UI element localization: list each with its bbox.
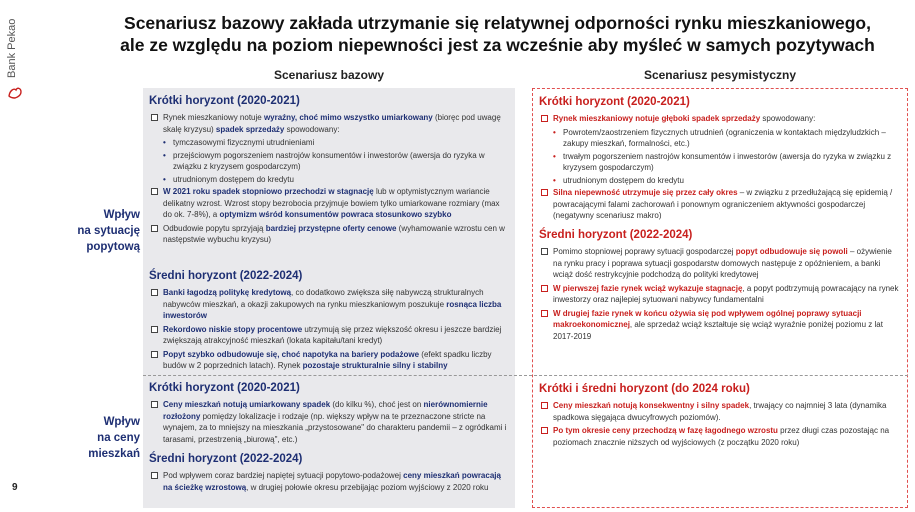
list-item: Pomimo stopniowej poprawy sytuacji gospodarczej popyt odbudowuje się powoli – ożywienie na rynku pracy i poprawa sytuacji gospodarstw domowych następuje z opóźnieniem, a banki wciąż dość restrykcyjnie podchodzą do polityki kredytowej	[539, 246, 901, 281]
pess-short-demand: Krótki horyzont (2020-2021) Rynek mieszkaniowy notuje głęboki spadek sprzedaży spowodowany: • Powrotem/zaostrzeniem fizycznych utrudnień (ograniczenia w kontaktach międzyludzkich – zakupy mieszkań, formalności, etc.) • trwałym pogorszeniem nastrojów konsumentów i inwestorów (awersja do ryzyka w związku z kryzysem gospodarczym) • utrudnionym dostępem do kredytu Silna niepewność utrzymuje się przez cały okres – w związku z przedłużającą się epidemią / powracającymi falami zachorowań i ponownym ograniczeniem aktywności gospodarczej (negatywny scenariusz makro)	[539, 95, 901, 224]
sub-item: • trwałym pogorszeniem nastrojów konsumentów i inwestorów (awersja do ryzyka w związku z kryzysem gospodarczym)	[553, 151, 892, 172]
row-label-demand: Wpływ na sytuację popytową	[77, 209, 140, 253]
checkbox-bullet-icon	[541, 248, 548, 255]
base-short-demand: Krótki horyzont (2020-2021) Rynek mieszkaniowy notuje wyraźny, choć mimo wszystko umiarkowany (bioręc pod uwagę skalę kryzysu) spadek sprzedaży spowodowany: • tymczasowymi fizycznymi utrudnieniami • przejściowym pogorszeniem nastrojów konsumentów i inwestorów (awersja do ryzyka w związku z kryzysem gospodarczym) • utrudnionym dostępem do kredytu W 2021 roku spadek stopniowo przechodzi w stagnację lub w optymistycznym wariancie delikatny wzrost. Wzrost stopy bezrobocia przyjmuje bowiem tylko umiarkowane rozmiary (max do ok. 7-8%), a optymizm wśród konsumentów powraca stosunkowo szybko Odbudowie popytu sprzyjają bardziej przystępne oferty cenowe (wyhamowanie wzrostu cen w następstwie wybuchu kryzysu)	[149, 94, 509, 248]
sub-item: • utrudnionym dostępem do kredytu	[553, 175, 684, 185]
list-item: Silna niepewność utrzymuje się przez cały okres – w związku z przedłużającą się epidemią / powracającymi falami zachorowań i ponownym ograniczeniem aktywności gospodarczej (negatywny scenariusz makro)	[539, 187, 901, 222]
list-item: Odbudowie popytu sprzyjają bardziej przystępne oferty cenowe (wyhamowanie wzrostu cen w następstwie wybuchu kryzysu)	[149, 223, 509, 246]
pessimistic-scenario-panel	[532, 88, 908, 508]
page-number: 9	[12, 482, 18, 493]
base-mid-prices: Średni horyzont (2022-2024) Pod wpływem coraz bardziej napiętej sytuacji popytowo-podażowej ceny mieszkań powracają na ścieżkę wzrostową, w drugiej połowie okresu przebijając poziom wyjściowy z 2020 roku	[149, 452, 509, 495]
list-item: W 2021 roku spadek stopniowo przechodzi w stagnację lub w optymistycznym wariancie delikatny wzrost. Wzrost stopy bezrobocia przyjmuje bowiem tylko umiarkowane rozmiary (max do ok. 7-8%), a optymizm wśród konsumentów powraca stosunkowo szybko	[149, 186, 509, 221]
list-item: W drugiej fazie rynek w końcu ożywia się pod wpływem ogólnej poprawy sytuacji makroekonomicznej, ale sprzedaż wciąż kształtuje się wciąż wyraźnie poniżej poziomu z lat 2017-2019	[539, 308, 901, 343]
checkbox-bullet-icon	[151, 188, 158, 195]
base-mid-demand: Średni horyzont (2022-2024) Banki łagodzą politykę kredytową, co dodatkowo zwiększa siłę nabywczą strukturalnych nabywców mieszkań, a okazji zakupowych na rynku mieszkaniowym poszukuje rosnąca liczba inwestorów Rekordowo niskie stopy procentowe utrzymują się przez większość okresu i jeszcze bardziej zwiększają atrakcyjność mieszkań (lokata kapitału/tani kredyt) Popyt szybko odbudowuje się, choć napotyka na bariery podażowe (efekt spadku liczby budów w 2 poprzednich latach). Rynek pozostaje strukturalnie silny i stabilny	[149, 269, 509, 374]
checkbox-bullet-icon	[541, 189, 548, 196]
bullet-icon: •	[553, 151, 556, 161]
checkbox-bullet-icon	[151, 114, 158, 121]
checkbox-bullet-icon	[151, 351, 158, 358]
sidebar	[0, 0, 32, 512]
checkbox-bullet-icon	[151, 326, 158, 333]
sub-item: • utrudnionym dostępem do kredytu	[163, 174, 294, 184]
list-item: Ceny mieszkań notują umiarkowany spadek (do kilku %), choć jest on nierównomiernie rozłożony pomiędzy lokalizacje i rodzaje (np. większy wpływ na te przeznaczone stricte na wynajem, za to mniejszy na mieszkania „przystosowane" do charakteru pandemii – z ogródkami i tarasami, przestrzenią „biurową", etc.)	[149, 399, 509, 445]
list-item: Rynek mieszkaniowy notuje głęboki spadek sprzedaży spowodowany:	[539, 113, 901, 125]
row-divider	[143, 375, 908, 376]
column-header-pessimistic: Scenariusz pesymistyczny	[643, 68, 797, 82]
checkbox-bullet-icon	[541, 115, 548, 122]
checkbox-bullet-icon	[541, 310, 548, 317]
bullet-icon: •	[163, 138, 166, 147]
checkbox-bullet-icon	[541, 285, 548, 292]
pess-prices: Krótki i średni horyzont (do 2024 roku) Ceny mieszkań notują konsekwentny i silny spadek, trwający co najmniej 3 lata (dynamika spadkowa sięgająca dwucyfrowych poziomów). Po tym okresie ceny przechodzą w fazę łagodnego wzrostu przez długi czas pozostając na poziomach znacznie niższych od wyjściowych (z początku 2020 roku)	[539, 382, 901, 450]
checkbox-bullet-icon	[151, 289, 158, 296]
list-item: Ceny mieszkań notują konsekwentny i silny spadek, trwający co najmniej 3 lata (dynamika spadkowa sięgająca dwucyfrowych poziomów).	[539, 400, 901, 423]
bullet-icon: •	[163, 150, 166, 160]
checkbox-bullet-icon	[151, 401, 158, 408]
bullet-icon: •	[163, 174, 166, 184]
page-title: Scenariusz bazowy zakłada utrzymanie się relatywnej odporności rynku mieszkaniowego, ale ze względu na poziom niepewności jest za wcześnie aby myśleć w samych pozytywach	[120, 13, 875, 55]
sub-item: • tymczasowymi fizycznymi utrudnieniami	[163, 138, 315, 147]
bullet-icon: •	[553, 127, 556, 137]
list-item: W pierwszej fazie rynek wciąż wykazuje stagnację, a popyt podtrzymują powracający na rynek inwestorzy oraz najlepiej sytuowani nabywcy fundamentalni	[539, 283, 901, 306]
list-item: Popyt szybko odbudowuje się, choć napotyka na bariery podażowe (efekt spadku liczby budów w 2 poprzednich latach). Rynek pozostaje strukturalnie silny i stabilny	[149, 349, 509, 372]
bullet-icon: •	[553, 175, 556, 185]
base-scenario-panel	[143, 88, 515, 508]
list-item: Rynek mieszkaniowy notuje wyraźny, choć mimo wszystko umiarkowany (bioręc pod uwagę skalę kryzysu) spadek sprzedaży spowodowany:	[149, 112, 509, 135]
brand-name: Bank Pekao	[6, 18, 18, 78]
list-item: Pod wpływem coraz bardziej napiętej sytuacji popytowo-podażowej ceny mieszkań powracają na ścieżkę wzrostową, w drugiej połowie okresu przebijając poziom wyjściowy z 2020 roku	[149, 470, 509, 493]
list-item: Rekordowo niskie stopy procentowe utrzymują się przez większość okresu i jeszcze bardziej zwiększają atrakcyjność mieszkań (lokata kapitału/tani kredyt)	[149, 324, 509, 347]
checkbox-bullet-icon	[151, 472, 158, 479]
list-item: Banki łagodzą politykę kredytową, co dodatkowo zwiększa siłę nabywczą strukturalnych nabywców mieszkań, a okazji zakupowych na rynku mieszkaniowym poszukuje rosnąca liczba inwestorów	[149, 287, 509, 322]
list-item: Po tym okresie ceny przechodzą w fazę łagodnego wzrostu przez długi czas pozostając na poziomach znacznie niższych od wyjściowych (z początku 2020 roku)	[539, 425, 901, 448]
checkbox-bullet-icon	[541, 402, 548, 409]
sub-item: • przejściowym pogorszeniem nastrojów konsumentów i inwestorów (awersja do ryzyka w związku z kryzysem gospodarczym)	[163, 150, 485, 171]
sub-item: • Powrotem/zaostrzeniem fizycznych utrudnień (ograniczenia w kontaktach międzyludzkich – zakupy mieszkań, formalności, etc.)	[553, 127, 886, 148]
checkbox-bullet-icon	[151, 225, 158, 232]
pess-mid-demand: Średni horyzont (2022-2024) Pomimo stopniowej poprawy sytuacji gospodarczej popyt odbudowuje się powoli – ożywienie na rynku pracy i poprawa sytuacji gospodarstw domowych następuje z opóźnieniem, a banki wciąż dość restrykcyjnie podchodzą do polityki kredytowej W pierwszej fazie rynek wciąż wykazuje stagnację, a popyt podtrzymują powracający na rynek inwestorzy oraz najlepiej sytuowani nabywcy fundamentalni W drugiej fazie rynek w końcu ożywia się pod wpływem ogólnej poprawy sytuacji makroekonomicznej, ale sprzedaż wciąż kształtuje się wciąż wyraźnie poniżej poziomu z lat 2017-2019	[539, 228, 901, 344]
bank-logo-icon	[7, 84, 23, 100]
checkbox-bullet-icon	[541, 427, 548, 434]
row-label-prices: Wpływ na ceny mieszkań	[88, 416, 140, 460]
column-header-base: Scenariusz bazowy	[273, 68, 385, 82]
base-short-prices: Krótki horyzont (2020-2021) Ceny mieszkań notują umiarkowany spadek (do kilku %), choć jest on nierównomiernie rozłożony pomiędzy lokalizacje i rodzaje (np. większy wpływ na te przeznaczone stricte na wynajem, za to mniejszy na mieszkania „przystosowane" do charakteru pandemii – z ogródkami i tarasami, przestrzenią „biurową", etc.)	[149, 381, 509, 447]
